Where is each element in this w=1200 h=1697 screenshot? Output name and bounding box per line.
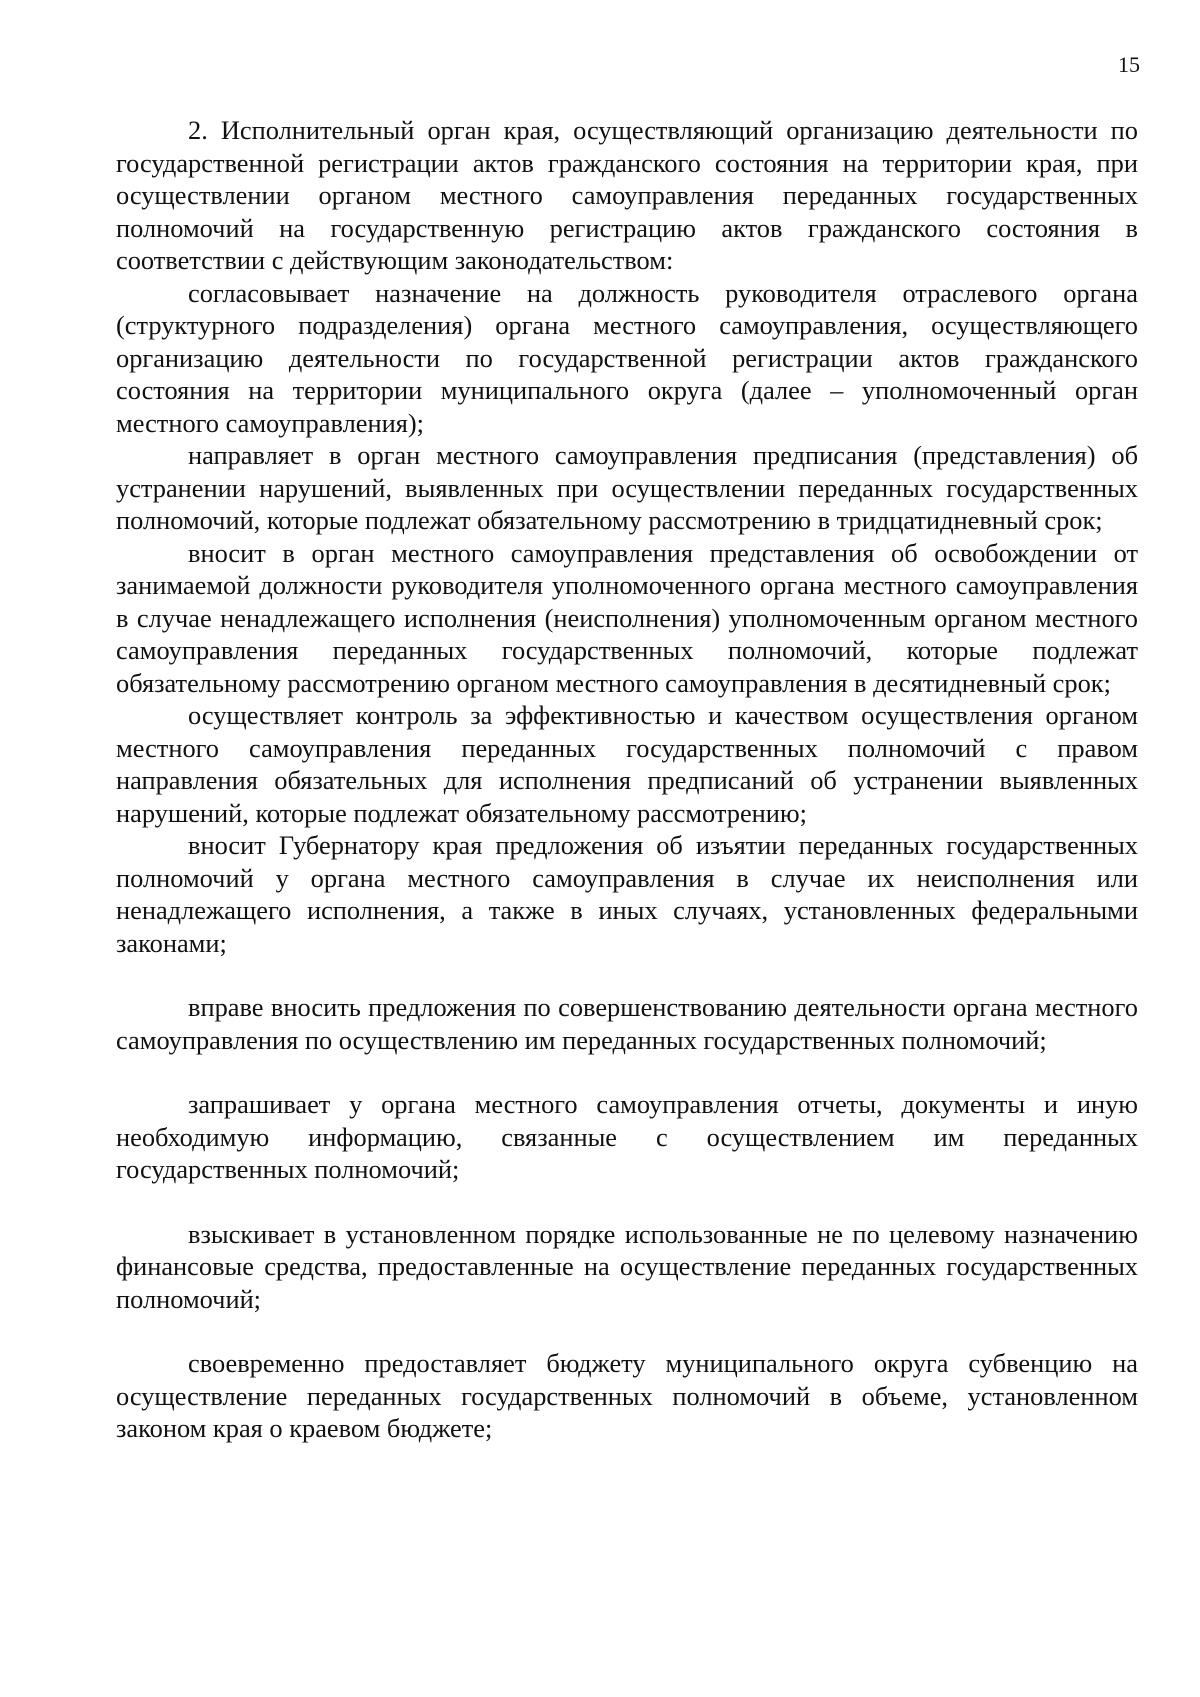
paragraph-control: осуществляет контроль за эффективностью и качеством осуществления органом местного самоуправления переданных государственных полномочий с правом направления обязательных для исполнения предписаний об устранении выявленных нарушений, которые подлежат обязательному рассмотрению;	[116, 700, 1138, 828]
paragraph-withdrawal-proposals: вносит Губернатору края предложения об изъятии переданных государственных полномочий у органа местного самоуправления в случае их неисполнения или ненадлежащего исполнения, а также в иных случаях, установленных федеральными законами;	[116, 830, 1138, 958]
document-body	[116, 114, 1138, 1445]
paragraph-recovers-funds: взыскивает в установленном порядке использованные не по целевому назначению финансовые средства, предоставленные на осуществление переданных государственных полномочий;	[116, 1218, 1138, 1314]
paragraph-approves-appointment: согласовывает назначение на должность руководителя отраслевого органа (структурного подразделения) органа местного самоуправления, осуществляющего организацию деятельности по государственной регистрации актов гражданского состояния на территории муниципального округа (далее – уполномоченный орган местного самоуправления);	[116, 277, 1138, 438]
paragraph-requests-reports: запрашивает у органа местного самоуправления отчеты, документы и иную необходимую информацию, связанные с осуществлением им переданных государственных полномочий;	[116, 1089, 1138, 1184]
paragraph-improvement-proposals: вправе вносить предложения по совершенствованию деятельности органа местного самоуправления по осуществлению им переданных государственных полномочий;	[116, 992, 1138, 1055]
paragraph-provides-subvention: своевременно предоставляет бюджету муниципального округа субвенцию на осуществление переданных государственных полномочий в объеме, установленном законом края о краевом бюджете;	[116, 1348, 1138, 1443]
paragraph-intro: 2. Исполнительный орган края, осуществляющий организацию деятельности по государственной регистрации актов гражданского состояния на территории края, при осуществлении органом местного самоуправления переданных государственных полномочий на государственную регистрацию актов гражданского состояния в соответствии с действующим законодательством:	[116, 115, 1138, 275]
paragraph-sends-orders: направляет в орган местного самоуправления предписания (представления) об устранении нарушений, выявленных при осуществлении переданных государственных полномочий, которые подлежат обязательному рассмотрению в тридцатидневный срок;	[116, 440, 1138, 535]
page-number: 15	[1118, 52, 1140, 77]
paragraph-dismissal-submissions: вносит в орган местного самоуправления представления об освобождении от занимаемой должности руководителя уполномоченного органа местного самоуправления в случае ненадлежащего исполнения (неисполнения) уполномоченным органом местного самоуправления переданных государственных полномочий, которые подлежат обязательному рассмотрению органом местного самоуправления в десятидневный срок;	[116, 537, 1138, 698]
